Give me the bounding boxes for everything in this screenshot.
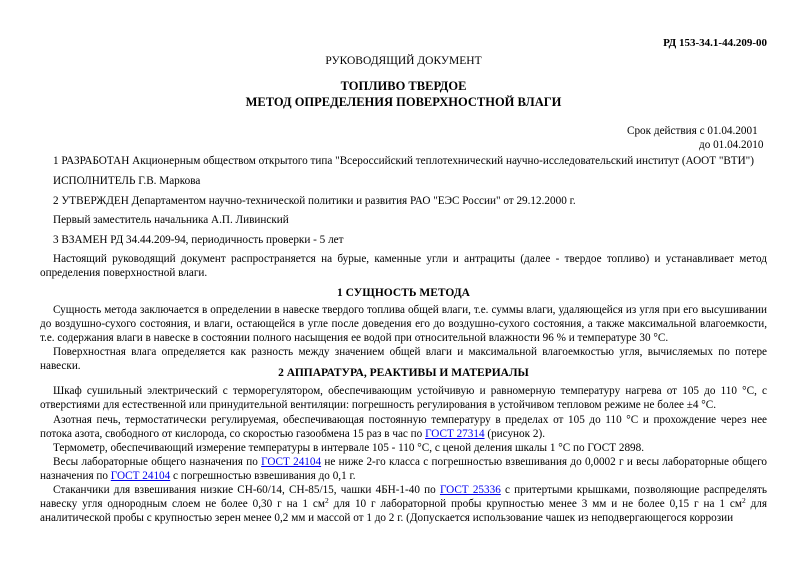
text: с погрешностью взвешивания до 0,1 г. [170,469,356,482]
gost-27314-link[interactable]: ГОСТ 27314 [425,427,485,440]
gost-24104-link[interactable]: ГОСТ 24104 [261,456,322,468]
section-2-paragraph-3: Термометр, обеспечивающий измерение температуры в интервале 105 - 110 °С, с ценой деления шкалы 1 °С по ГОСТ 2898. [53,442,645,454]
section-2-paragraph-5 [40,484,767,525]
gost-24104-link-2[interactable]: ГОСТ 24104 [110,469,171,482]
superscript: 2 [324,495,329,505]
section-2-paragraph-4 [40,456,767,484]
valid-to: до 01.04.2010 [699,138,764,151]
document-type: РУКОВОДЯЩИЙ ДОКУМЕНТ [325,55,482,67]
validity-period [627,125,767,153]
document-number: РД 153-34.1-44.209-00 [663,37,767,49]
gost-25336-link[interactable]: ГОСТ 25336 [439,484,501,496]
text: для 10 г лабораторной пробы крупностью менее 3 мм и не более 0,15 г на 1 см [328,497,742,510]
text: для аналитической пробы с крупностью зерен менее 0,2 мм и массой от 1 до 2 г. (Допускается использование чашек из неподвергающегося коррозии [40,497,768,524]
scope-paragraph: Настоящий руководящий документ распространяется на бурые, каменные угли и антрациты (далее - твердое топливо) и устанавливает метод определения поверхностной влаги. [40,253,767,279]
deputy: Первый заместитель начальника А.П. Ливинский [53,214,289,226]
executor: ИСПОЛНИТЕЛЬ Г.В. Маркова [53,175,201,187]
text: (рисунок 2). [484,427,545,440]
text: с притертыми крышками, позволяющие распределять навеску угля однородным слоем не более 0,30 г на 1 см [40,484,767,510]
approved-by: 2 УТВЕРЖДЕН Департаментом научно-технической политики и развития РАО "ЕЭС России" от 29.12.2000 г. [53,195,576,207]
section-2-heading: 2 АППАРАТУРА, РЕАКТИВЫ И МАТЕРИАЛЫ [278,367,529,379]
text: Азотная печь, термостатически регулируемая, обеспечивающая постоянную температуру в пределах от 105 до 110 °С и прохождение через нее потока азота, свободного от кислорода, со скоростью газообмена 15 раз в час по [40,414,767,440]
document-title-line2: МЕТОД ОПРЕДЕЛЕНИЯ ПОВЕРХНОСТНОЙ ВЛАГИ [245,95,562,109]
superscript: 2 [741,495,746,505]
text: не ниже 2-го класса с погрешностью взвешивания до 0,0002 г и весы лабораторные общего назначения по [40,456,767,482]
section-1-paragraph-1: Сущность метода заключается в определении в навеске твердого топлива общей влаги, т.е. суммы влаги, удаляющейся из угля при его высушивании до воздушно-сухого состояния, и влаги, остающейся в угле после доведения его до воздушно-сухого состояния, а также максимальной влагоемкости, т.е. содержания влаги в навеске в состоянии полного насыщения ее водой при относительной влажности 96 % и температуре 30 °С. [40,304,767,344]
section-2-paragraph-1: Шкаф сушильный электрический с терморегулятором, обеспечивающим устойчивую и равномерную температуру нагрева от 105 до 110 °С, с отверстиями для естественной или принудительной вентиляции: погрешность регулирования в устойчивом тепловом режиме не более ±4 °С. [40,385,767,411]
text: Стаканчики для взвешивания низкие СН-60/14, СН-85/15, чашки 4БН-1-40 по [53,484,440,496]
text: Весы лабораторные общего назначения по [53,456,262,468]
replaces: 3 ВЗАМЕН РД 34.44.209-94, периодичность проверки - 5 лет [53,234,344,246]
section-2-paragraph-2 [40,414,767,442]
document-title-line1: ТОПЛИВО ТВЕРДОЕ [340,79,467,93]
section-1-paragraph-2: Поверхностная влага определяется как разность между значением общей влаги и максимальной влагоемкостью угля, вычисляемых по потере навески. [40,346,767,372]
valid-from: Срок действия с 01.04.2001 [627,125,758,137]
section-1-heading: 1 СУЩНОСТЬ МЕТОДА [337,287,470,299]
developed-by: 1 РАЗРАБОТАН Акционерным обществом открытого типа "Всероссийский теплотехнический научно-исследовательский институт (АООТ "ВТИ") [53,155,754,167]
